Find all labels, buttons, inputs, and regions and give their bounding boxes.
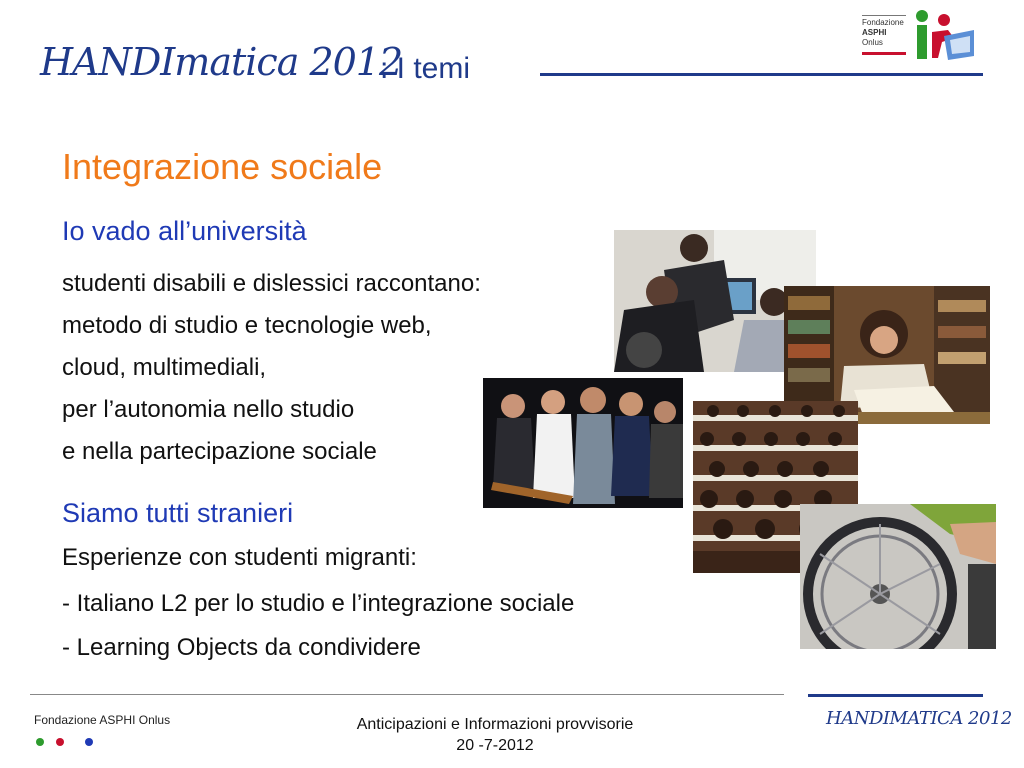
logo-line3: Onlus xyxy=(862,38,883,47)
logo-top-rule xyxy=(862,15,906,16)
body-line: Esperienze con studenti migranti: xyxy=(62,544,417,571)
body-line: per l’autonomia nello studio xyxy=(62,396,355,423)
footer-brand: HANDIMATICA 2012 xyxy=(826,708,1012,729)
logo-line2: ASPHI xyxy=(862,28,887,37)
footer-accent-rule xyxy=(808,694,983,697)
footer-organization: Fondazione ASPHI Onlus xyxy=(34,713,171,727)
asphi-logo xyxy=(858,8,978,66)
header-divider xyxy=(540,73,983,76)
section-title: Integrazione sociale xyxy=(62,146,383,187)
slide-title-brand: HANDImatica 2012 xyxy=(40,40,403,84)
body-line: e nella partecipazione sociale xyxy=(62,438,377,465)
footer-date: 20 -7-2012 xyxy=(456,737,534,754)
footer-notice-line: Anticipazioni e Informazioni provvisorie xyxy=(356,716,634,733)
logo-text xyxy=(862,18,904,48)
photo-young-band xyxy=(483,378,683,508)
body-line: studenti disabili e dislessici raccontano: xyxy=(62,270,481,297)
subheading-foreigners: Siamo tutti stranieri xyxy=(62,498,294,528)
footer-dot-green xyxy=(36,738,44,746)
slide-title-suffix: : I temi xyxy=(380,52,471,85)
footer-dot-red xyxy=(56,738,64,746)
logo-line1: Fondazione xyxy=(862,18,904,27)
footer-notice xyxy=(300,714,690,756)
logo-red-rule xyxy=(862,52,906,55)
subheading-university: Io vado all’università xyxy=(62,216,307,246)
footer-dot-blue xyxy=(85,738,93,746)
photo-wheelchair xyxy=(800,504,996,649)
asphi-logo-icon xyxy=(914,8,978,64)
body-line: - Learning Objects da condividere xyxy=(62,634,421,661)
footer-divider xyxy=(30,694,784,695)
body-line: - Italiano L2 per lo studio e l’integrazione sociale xyxy=(62,590,575,617)
body-line: metodo di studio e tecnologie web, xyxy=(62,312,432,339)
body-line: cloud, multimediali, xyxy=(62,354,267,381)
